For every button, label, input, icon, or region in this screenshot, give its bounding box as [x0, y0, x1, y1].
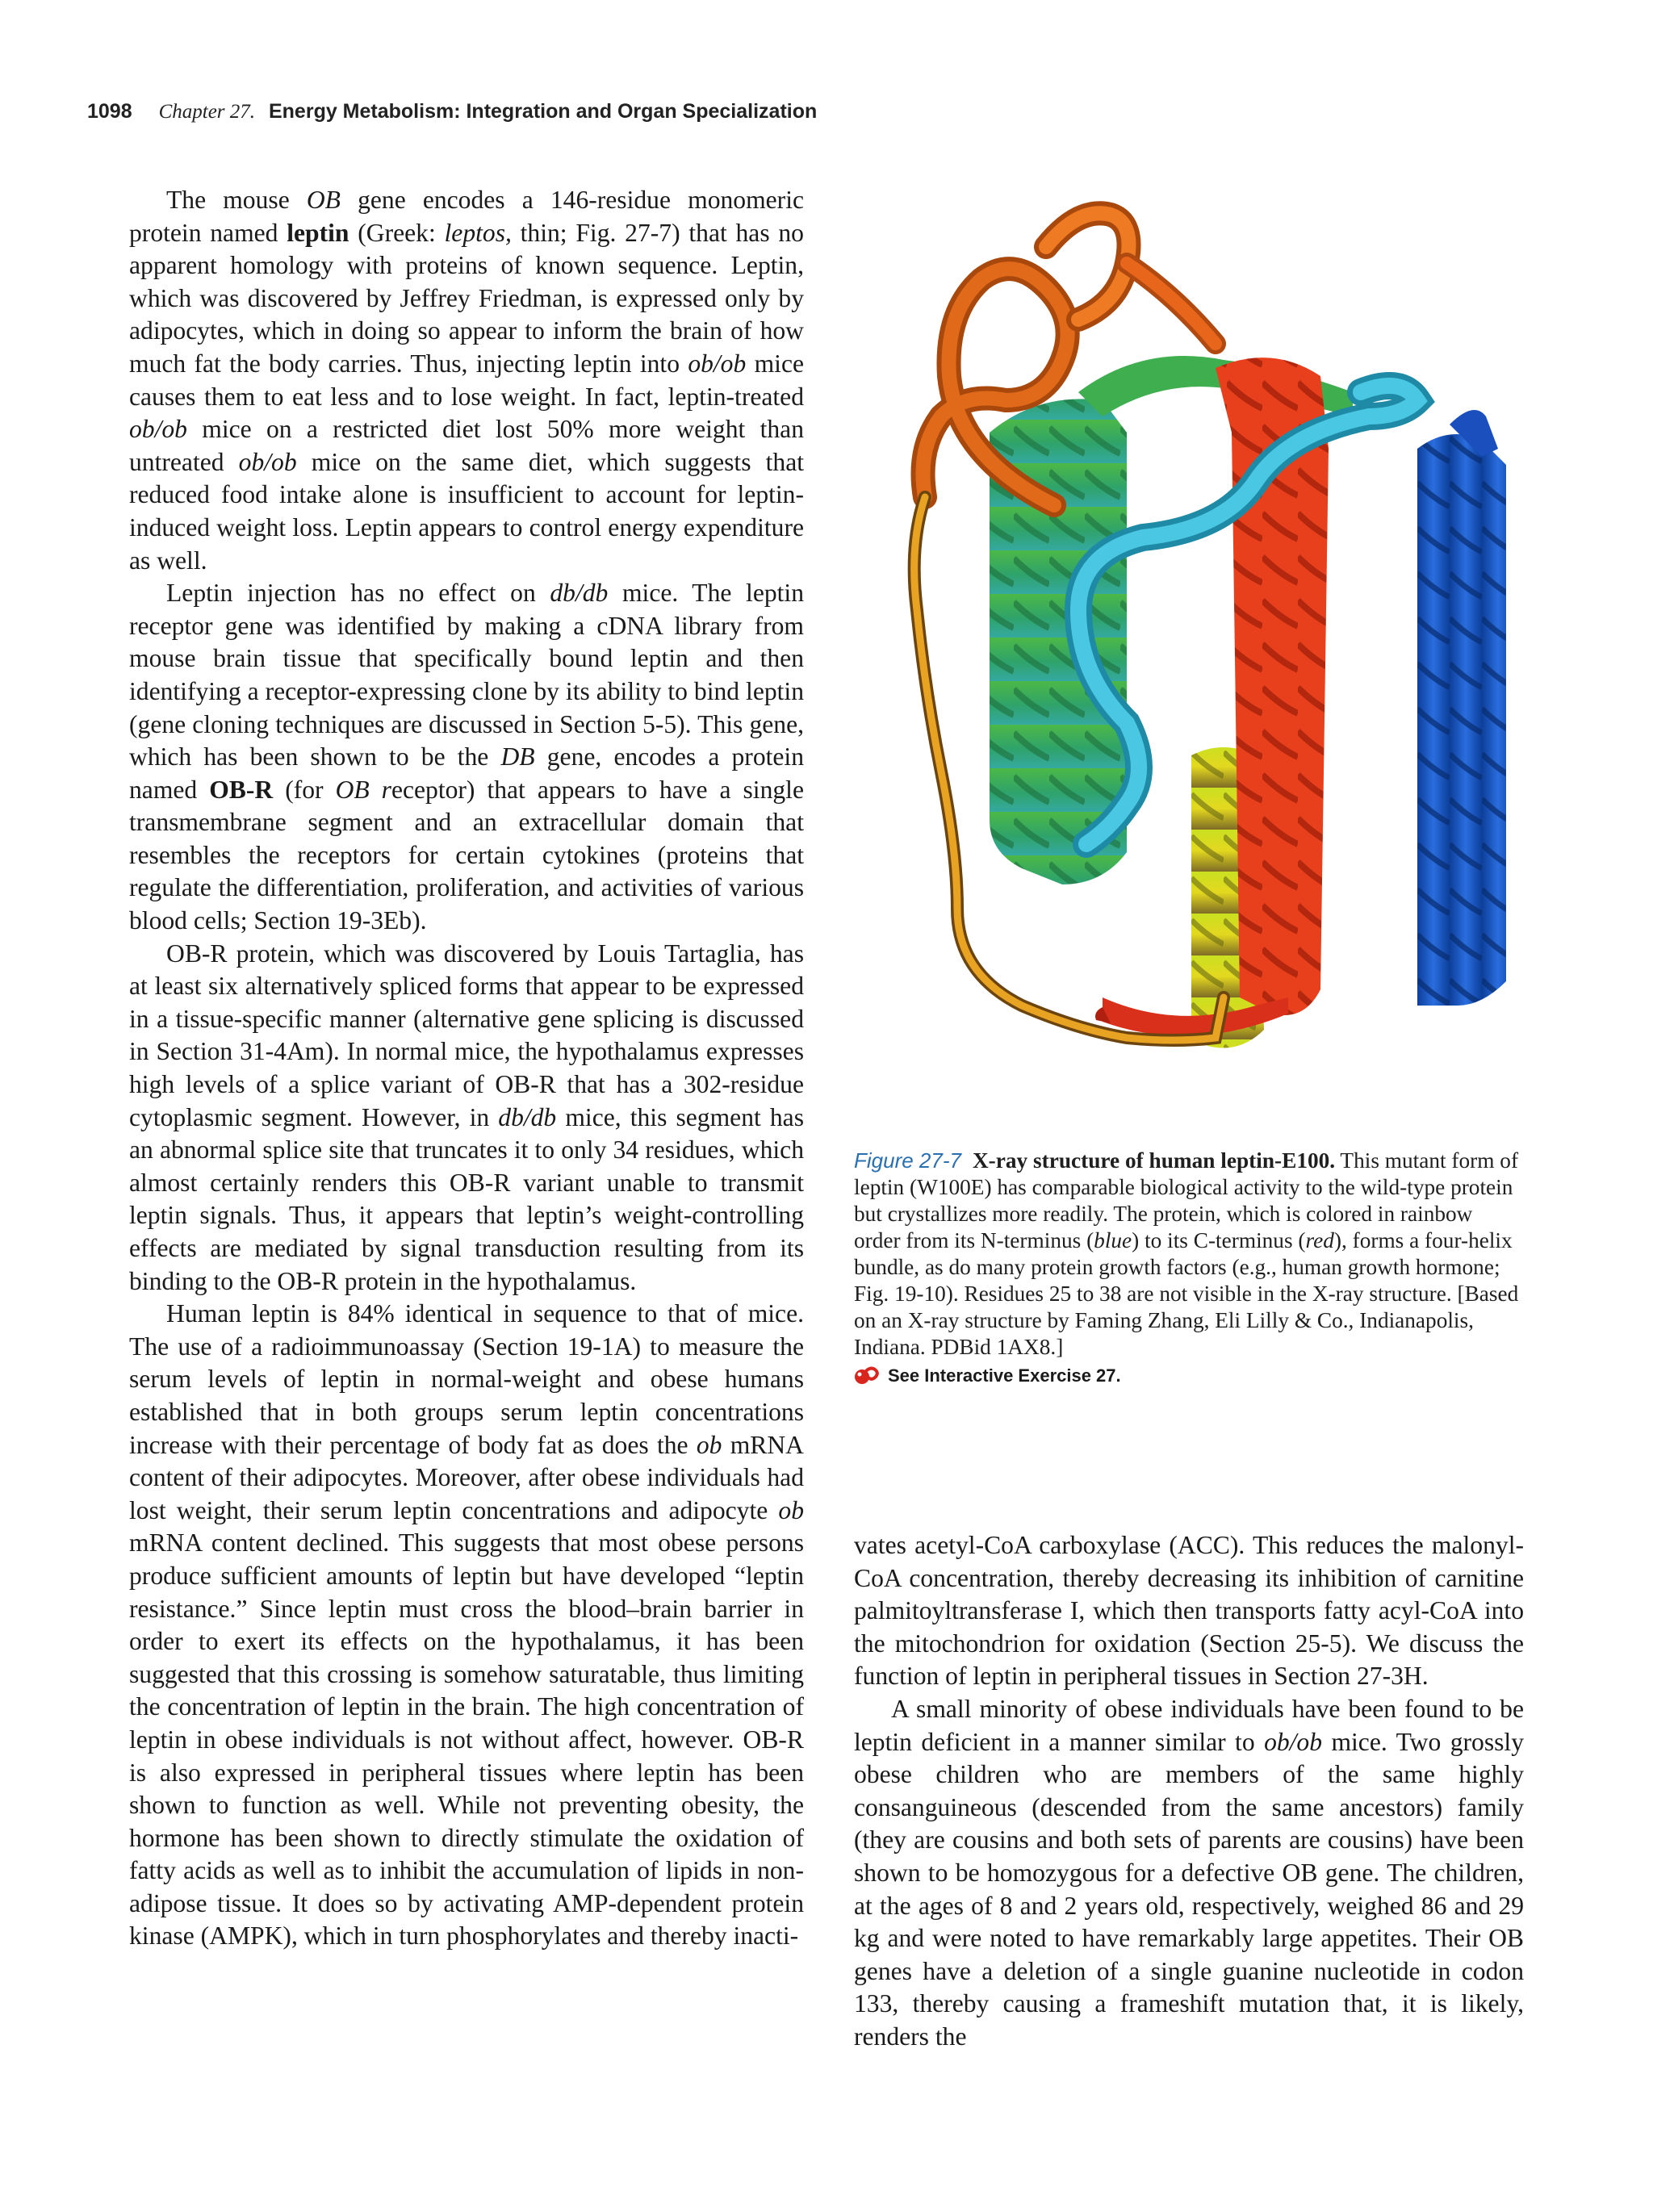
- body-paragraph: vates acetyl-CoA carboxylase (ACC). This reduces the malonyl-CoA concentration, thereby decreasing its inhibition of carnitine palmitoyltransferase I, which then transports fatty acyl-CoA into the mitochondrion for oxidation (Section 25-5). We discuss the function of leptin in peripheral tissues in Section 27-3H.: [854, 1531, 1524, 1691]
- right-column: [854, 1529, 1524, 2054]
- bold-term: leptin: [287, 218, 349, 247]
- italic-run: ob: [696, 1430, 722, 1459]
- page-number: 1098: [87, 100, 132, 123]
- left-column: [129, 184, 804, 1953]
- italic-run: ob: [778, 1495, 804, 1524]
- italic-run: db/db: [550, 579, 609, 608]
- italic-run: DB: [500, 742, 535, 771]
- body-paragraph: Leptin injection has no effect on db/db mice. The leptin receptor gene was identified by making a cDNA library from mouse brain tissue that specifically bound leptin and then identifying a receptor-expressing clone by its ability to bind leptin (gene cloning techniques are discussed in Section 5-5). This gene, which has been shown to be the DB gene, encodes a protein named OB-R (for OB receptor) that appears to have a single transmembrane segment and an extracellular domain that resembles the receptors for certain cytokines (proteins that regulate the differentiation, proliferation, and activities of various blood cells; Section 19-3Eb).: [129, 579, 804, 935]
- italic-run: db/db: [498, 1102, 557, 1131]
- protein-ribbon-illustration: [836, 158, 1546, 1127]
- body-paragraph: OB-R protein, which was discovered by Louis Tartaglia, has at least six alternatively spliced forms that appear to be expressed in a tissue-specific manner (alternative gene splicing is discussed in Section 31-4Am). In normal mice, the hypothalamus expresses high levels of a splice variant of OB-R that has a 302-residue cytoplasmic segment. However, in db/db mice, this segment has an abnormal splice site that truncates it to only 34 residues, which almost certainly renders this OB-R variant unable to transmit leptin signals. Thus, it appears that leptin’s weight-controlling effects are mediated by signal transduction resulting from its binding to the OB-R protein in the hypothalamus.: [129, 939, 804, 1295]
- chapter-label: Chapter 27.: [158, 101, 256, 123]
- figure-label: Figure 27-7: [854, 1148, 961, 1173]
- italic-run: ob/ob: [129, 415, 187, 444]
- italic-run: OB: [306, 186, 341, 214]
- bold-term: OB-R: [209, 775, 274, 804]
- body-paragraph: The mouse OB gene encodes a 146-residue monomeric protein named leptin (Greek: leptos, thin; Fig. 27-7) that has no apparent homology with proteins of known sequence. Leptin, which was discovered by Jeffrey Friedman, is expressed only by adipocytes, which in doing so appear to inform the brain of how much fat the body carries. Thus, injecting leptin into ob/ob mice causes them to eat less and to lose weight. In fact, leptin-treated ob/ob mice on a restricted diet lost 50% more weight than untreated ob/ob mice on the same diet, which suggests that reduced food intake alone is insufficient to account for leptin-induced weight loss. Leptin appears to control energy expenditure as well.: [129, 186, 804, 575]
- italic-run: OB r: [335, 775, 391, 804]
- running-head: [87, 100, 817, 123]
- interactive-exercise-label[interactable]: See Interactive Exercise 27.: [888, 1365, 1121, 1386]
- figure-leptin-structure: [836, 158, 1546, 1127]
- italic-run: leptos,: [444, 218, 512, 247]
- body-paragraph: A small minority of obese individuals have been found to be leptin deficient in a manner similar to ob/ob mice. Two grossly obese children who are members of the same highly consanguineous (descended from the same ancestors) family (they are cousins and both sets of parents are cousins) have been shown to be homozygous for a defective OB gene. The children, at the ages of 8 and 2 years old, respectively, weighed 86 and 29 kg and were noted to have remarkably large appetites. Their OB genes have a deletion of a single guanine nucleotide in codon 133, thereby causing a frameshift mutation that, it is likely, renders the: [854, 1694, 1524, 2051]
- body-paragraph: Human leptin is 84% identical in sequence to that of mice. The use of a radioimmunoassay (Section 19-1A) to measure the serum levels of leptin in normal-weight and obese humans established that in both groups serum leptin concentrations increase with their percentage of body fat as does the ob mRNA content of their adipocytes. Moreover, after obese individuals had lost weight, their serum leptin concentrations and adipocyte ob mRNA content declined. This suggests that most obese persons produce sufficient amounts of leptin but have developed “leptin resistance.” Since leptin must cross the blood–brain barrier in order to exert its effects on the hypothalamus, it has been suggested that this crossing is somehow saturatable, thus limiting the concentration of leptin in the brain. The high concentration of leptin in obese individuals is not without affect, however. OB-R is also expressed in peripheral tissues where leptin has been shown to function as well. While not preventing obesity, the hormone has been shown to directly stimulate the oxidation of fatty acids as well as to inhibit the accumulation of lipids in non-adipose tissue. It does so by activating AMP-dependent protein kinase (AMPK), which in turn phosphorylates and thereby inacti-: [129, 1299, 804, 1951]
- italic-run: blue: [1094, 1228, 1132, 1252]
- italic-run: ob/ob: [238, 447, 297, 476]
- figure-title: X-ray structure of human leptin-E100.: [972, 1148, 1336, 1173]
- figure-caption-text: This mutant form of leptin (W100E) has comparable biological activity to the wild-type protein but crystallizes more readily. The protein, which is colored in rainbow order from its N-terminus (blue) to its C-terminus (red), forms a four-helix bundle, as do many protein growth factors (e.g., human growth hormone; Fig. 19-10). Residues 25 to 38 are not visible in the X-ray structure. [Based on an X-ray structure by Faming Zhang, Eli Lilly & Co., Indianapolis, Indiana. PDBid 1AX8.]: [854, 1148, 1519, 1359]
- chapter-title: Energy Metabolism: Integration and Organ Specialization: [268, 100, 818, 123]
- figure-caption: [854, 1148, 1524, 1389]
- italic-run: red: [1305, 1228, 1334, 1252]
- italic-run: ob/ob: [688, 349, 747, 378]
- italic-run: ob/ob: [1264, 1727, 1323, 1756]
- interactive-exercise-link[interactable]: [854, 1362, 1524, 1389]
- interactive-exercise-icon: [854, 1366, 880, 1386]
